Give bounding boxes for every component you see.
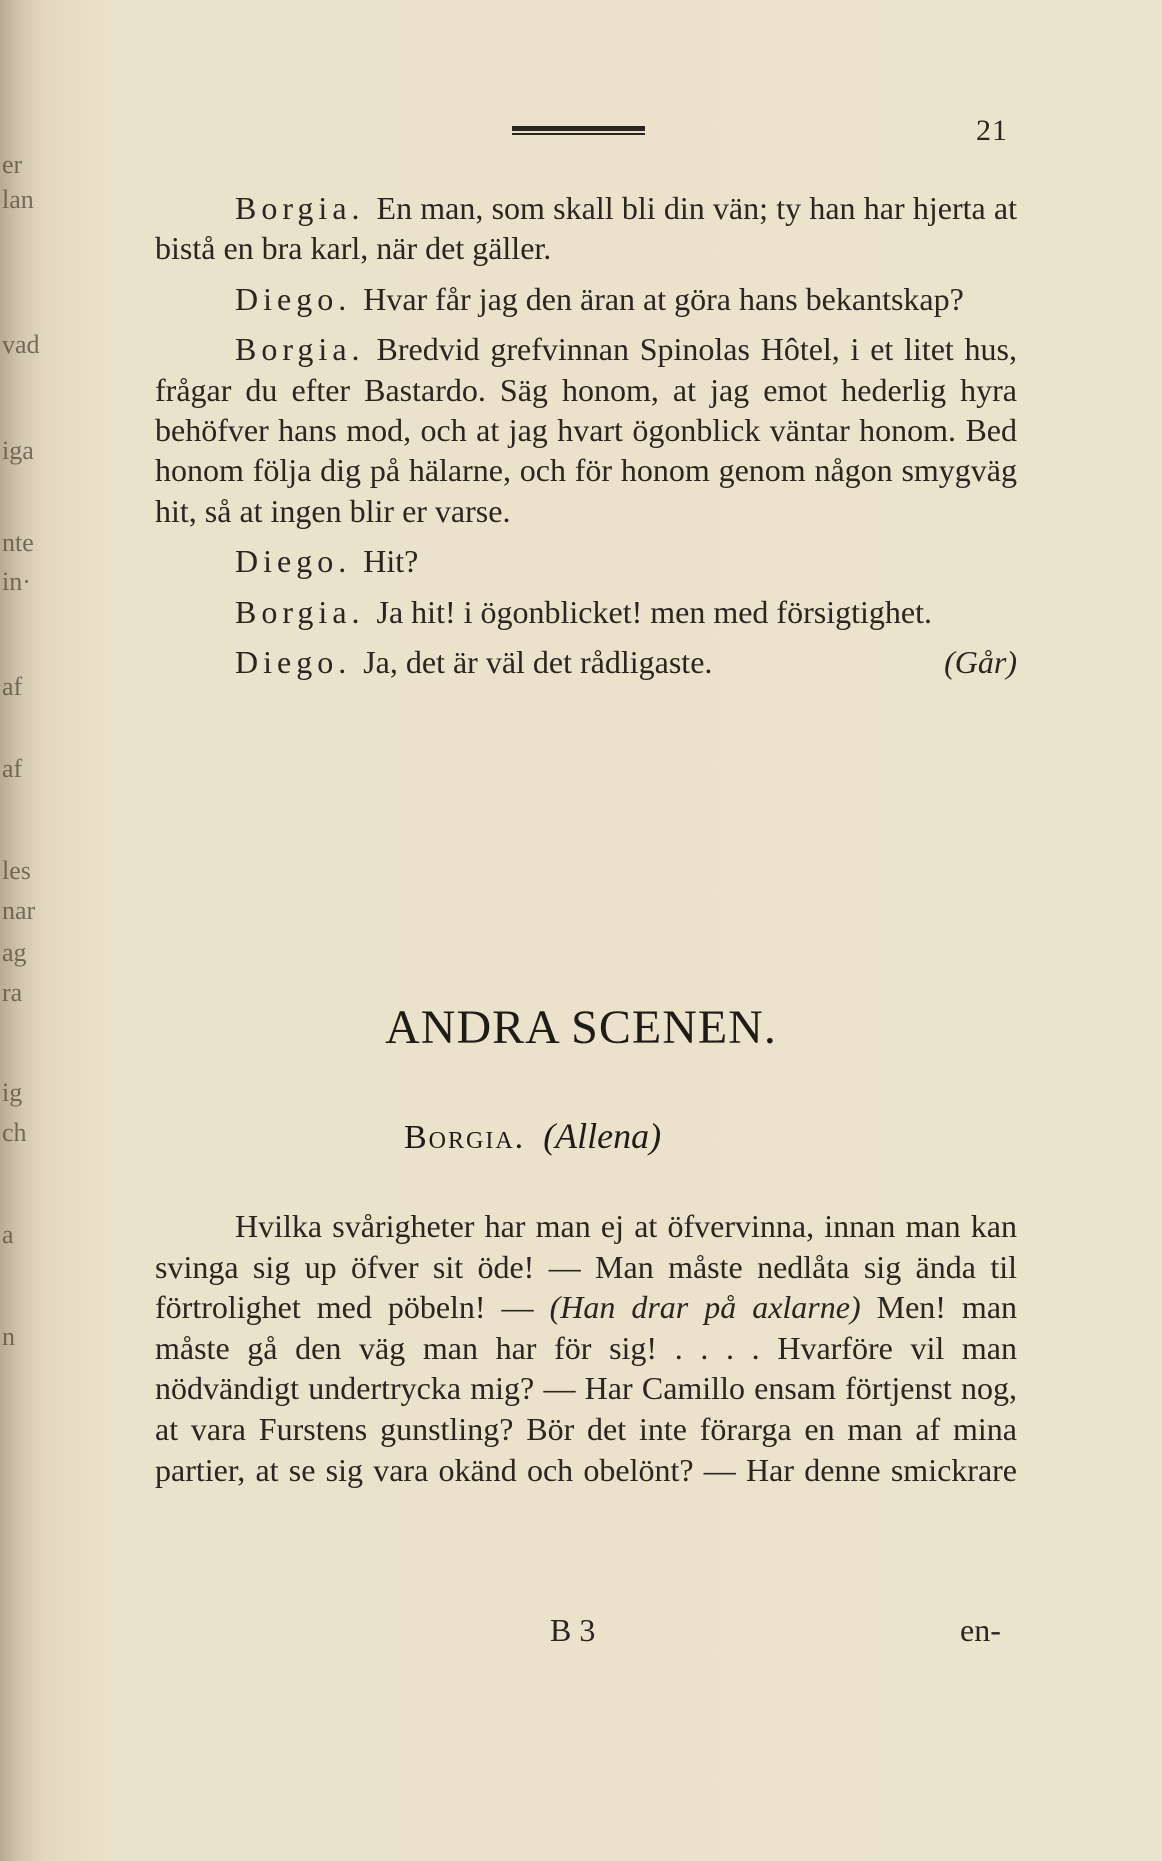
dialogue-line <box>155 592 1017 632</box>
bleed-fragment: n <box>2 1322 15 1351</box>
signature-mark: B 3 <box>550 1612 596 1648</box>
monologue-text: Hvilka svårigheter har man ej at öfvervinna, innan man kan svinga sig up öfver sit öde! — Man måste nedlåta sig ända til förtrolighet med pöbeln! — <box>155 1208 1017 1326</box>
speech-text: Ja, det är väl det rådligaste. <box>363 644 713 681</box>
bleed-fragment: ig <box>2 1078 23 1107</box>
facing-page-bleed <box>0 0 44 1861</box>
bleed-fragment: af <box>2 754 23 783</box>
speech-text: En man, som skall bli din vän; ty han har hjerta at bistå en bra karl, när det gäller. <box>155 190 1017 267</box>
header-rule <box>512 126 645 135</box>
bleed-fragment: ra <box>2 978 23 1007</box>
dialogue-line <box>155 642 1017 682</box>
bleed-fragment: ag <box>2 938 27 967</box>
speech-text: Hit? <box>363 543 419 580</box>
bleed-fragment: a <box>2 1220 14 1249</box>
scene-speaker-name: Borgia. <box>404 1119 526 1156</box>
catchword: en- <box>960 1612 1001 1648</box>
bleed-fragment: les <box>2 856 31 885</box>
bleed-fragment: er <box>2 150 23 179</box>
speaker-name: Diego. <box>235 280 352 317</box>
bleed-fragment: iga <box>2 436 34 465</box>
dialogue-line <box>155 188 1017 269</box>
speech-text: Ja hit! i ögonblicket! men med försigtighet. <box>376 593 932 630</box>
bleed-fragment: ch <box>2 1118 27 1147</box>
monologue <box>155 1206 1017 1490</box>
speech-text: Hvar får jag den äran at göra hans bekantskap? <box>363 280 964 317</box>
dialogue-block <box>155 188 1017 692</box>
bleed-fragment: nar <box>2 896 36 925</box>
speaker-name: Borgia. <box>235 190 365 226</box>
speaker-name: Diego. <box>235 543 352 580</box>
bleed-fragment: vad <box>2 330 40 359</box>
scene-heading <box>404 1115 661 1157</box>
page-number: 21 <box>976 114 1008 147</box>
scene-stage-direction: (Allena) <box>543 1116 662 1156</box>
stage-direction: (Han drar på axlarne) <box>549 1289 861 1326</box>
bleed-fragment: lan <box>2 185 34 214</box>
monologue-text: Men! man måste gå den väg man har för sig! . . . . Hvarföre vil man nödvändigt undertrycka mig? — Har Camillo ensam förtjenst nog, at vara Furstens gunstling? Bör det inte förarga en man af mina partier, at se sig vara okänd och obelönt? — Har denne smickrare <box>155 1289 1018 1488</box>
speaker-name: Diego. <box>235 644 352 681</box>
bleed-fragment: in· <box>2 567 31 596</box>
bleed-fragment: nte <box>2 528 34 557</box>
dialogue-line <box>155 279 1017 319</box>
stage-direction: (Går) <box>944 644 1017 681</box>
scene-title: ANDRA SCENEN. <box>385 1001 777 1054</box>
speaker-name: Borgia. <box>235 331 365 368</box>
speech-text: Bredvid grefvinnan Spinolas Hôtel, i et litet hus, frågar du efter Bastardo. Säg honom, at jag emot hederlig hyra behöfver hans mod, och at jag hvart ögonblick väntar honom. Bed honom följa dig på hälarne, och för honom genom någon smygväg hit, så at ingen blir er varse. <box>155 331 1017 529</box>
dialogue-line <box>155 329 1017 531</box>
speaker-name: Borgia. <box>235 593 365 630</box>
dialogue-line <box>155 541 1017 581</box>
bleed-fragment: af <box>2 672 23 701</box>
